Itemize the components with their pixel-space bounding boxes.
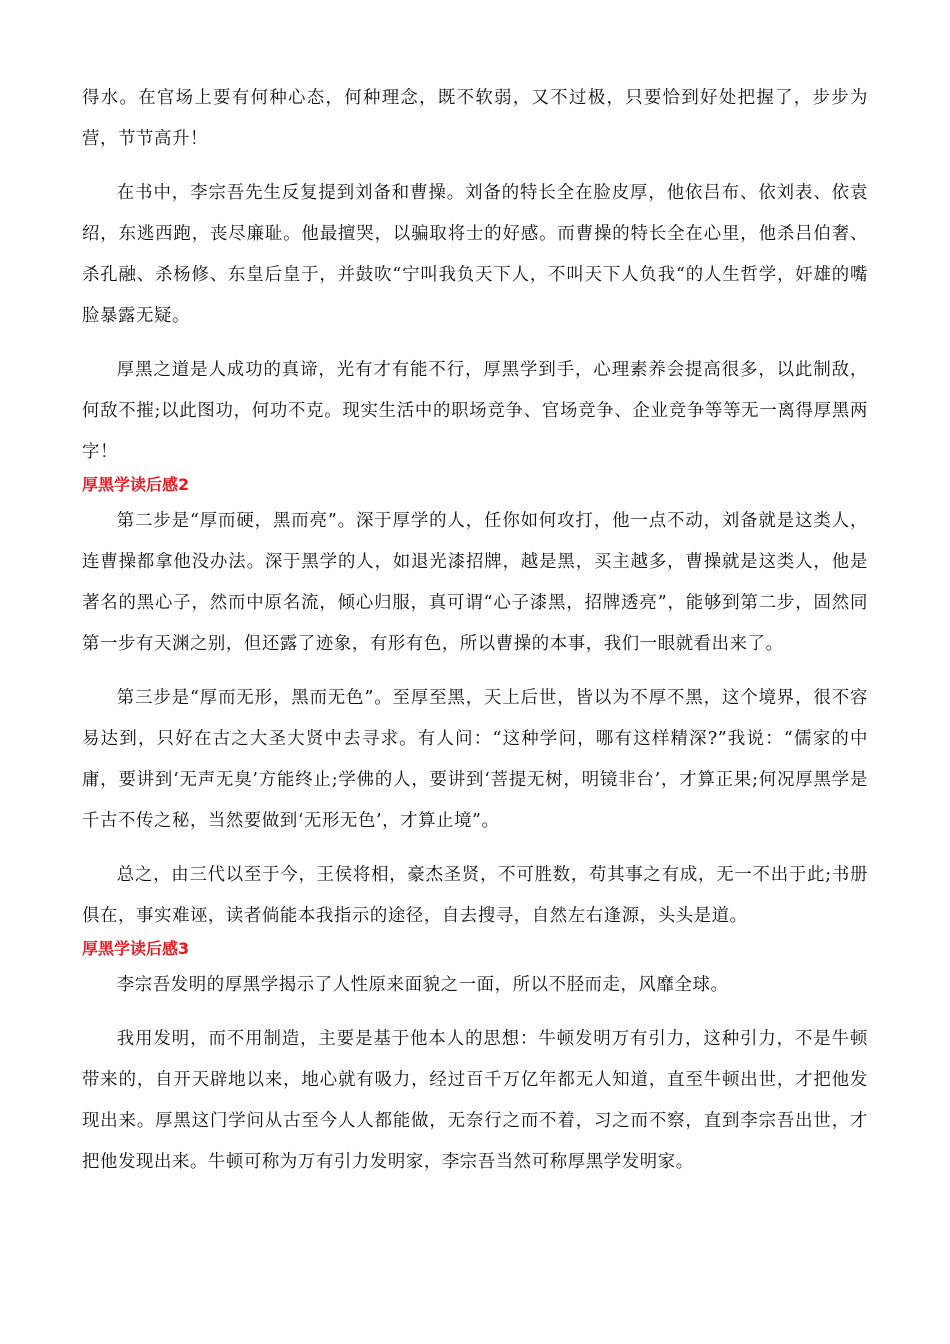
paragraph-newton: 我用发明，而不用制造，主要是基于他本人的思想：牛顿发明万有引力，这种引力，不是牛顿带来的，自开天辟地以来，地心就有吸力，经过百千万亿年都无人知道，直至牛顿出世，才把他发现出来。厚黑这门学问从古至今人人都能做，无奈行之而不着，习之而不察，直到李宗吾出世，才把他发现出来。牛顿可称为万有引力发明家，李宗吾当然可称厚黑学发明家。 bbox=[82, 1029, 868, 1172]
paragraph-invention: 李宗吾发明的厚黑学揭示了人性原来面貌之一面，所以不胫而走，风靡全球。 bbox=[116, 975, 729, 995]
document-page bbox=[82, 78, 868, 1183]
section-heading-2: 厚黑学读后感2 bbox=[82, 475, 190, 494]
section-heading-3: 厚黑学读后感3 bbox=[82, 939, 190, 958]
paragraph-liu-bei-cao-cao: 在书中，李宗吾先生反复提到刘备和曹操。刘备的特长全在脸皮厚，他依吕布、依刘表、依袁绍，东逃西跑，丧尽廉耻。他最擅哭，以骗取将士的好感。而曹操的特长全在心里，他杀吕伯奢、杀孔融、杀杨修、东皇后皇于，并鼓吹“宁叫我负天下人，不叫天下人负我“的人生哲学，奸雄的嘴脸暴露无疑。 bbox=[82, 183, 868, 326]
paragraph-success-truth: 厚黑之道是人成功的真谛，光有才有能不行，厚黑学到手，心理素养会提高很多，以此制敌，何敌不摧;以此图功，何功不克。现实生活中的职场竞争、官场竞争、企业竞争等等无一离得厚黑两字！ bbox=[82, 360, 868, 462]
paragraph-continued: 得水。在官场上要有何种心态，何种理念，既不软弱，又不过极，只要恰到好处把握了，步步为营，节节高升！ bbox=[82, 88, 868, 149]
paragraph-conclusion: 总之，由三代以至于今，王侯将相，豪杰圣贤，不可胜数，苟其事之有成，无一不出于此;书册俱在，事实难诬，读者倘能本我指示的途径，自去搜寻，自然左右逢源，头头是道。 bbox=[82, 865, 868, 926]
paragraph-step-two: 第二步是“厚而硬，黑而亮”。深于厚学的人，任你如何攻打，他一点不动，刘备就是这类人，连曹操都拿他没办法。深于黑学的人，如退光漆招牌，越是黑，买主越多，曹操就是这类人，他是著名的黑心子，然而中原名流，倾心归服，真可谓“心子漆黑，招牌透亮”，能够到第二步，固然同第一步有天渊之别，但还露了迹象，有形有色，所以曹操的本事，我们一眼就看出来了。 bbox=[82, 511, 868, 654]
paragraph-step-three: 第三步是“厚而无形，黑而无色”。至厚至黑，天上后世，皆以为不厚不黑，这个境界，很不容易达到，只好在古之大圣大贤中去寻求。有人问：“这种学问，哪有这样精深?”我说：“儒家的中庸，要讲到‘无声无臭’方能终止;学佛的人，要讲到‘菩提无树，明镜非台’，才算正果;何况厚黑学是千古不传之秘，当然要做到‘无形无色’，才算止境”。 bbox=[82, 688, 868, 831]
